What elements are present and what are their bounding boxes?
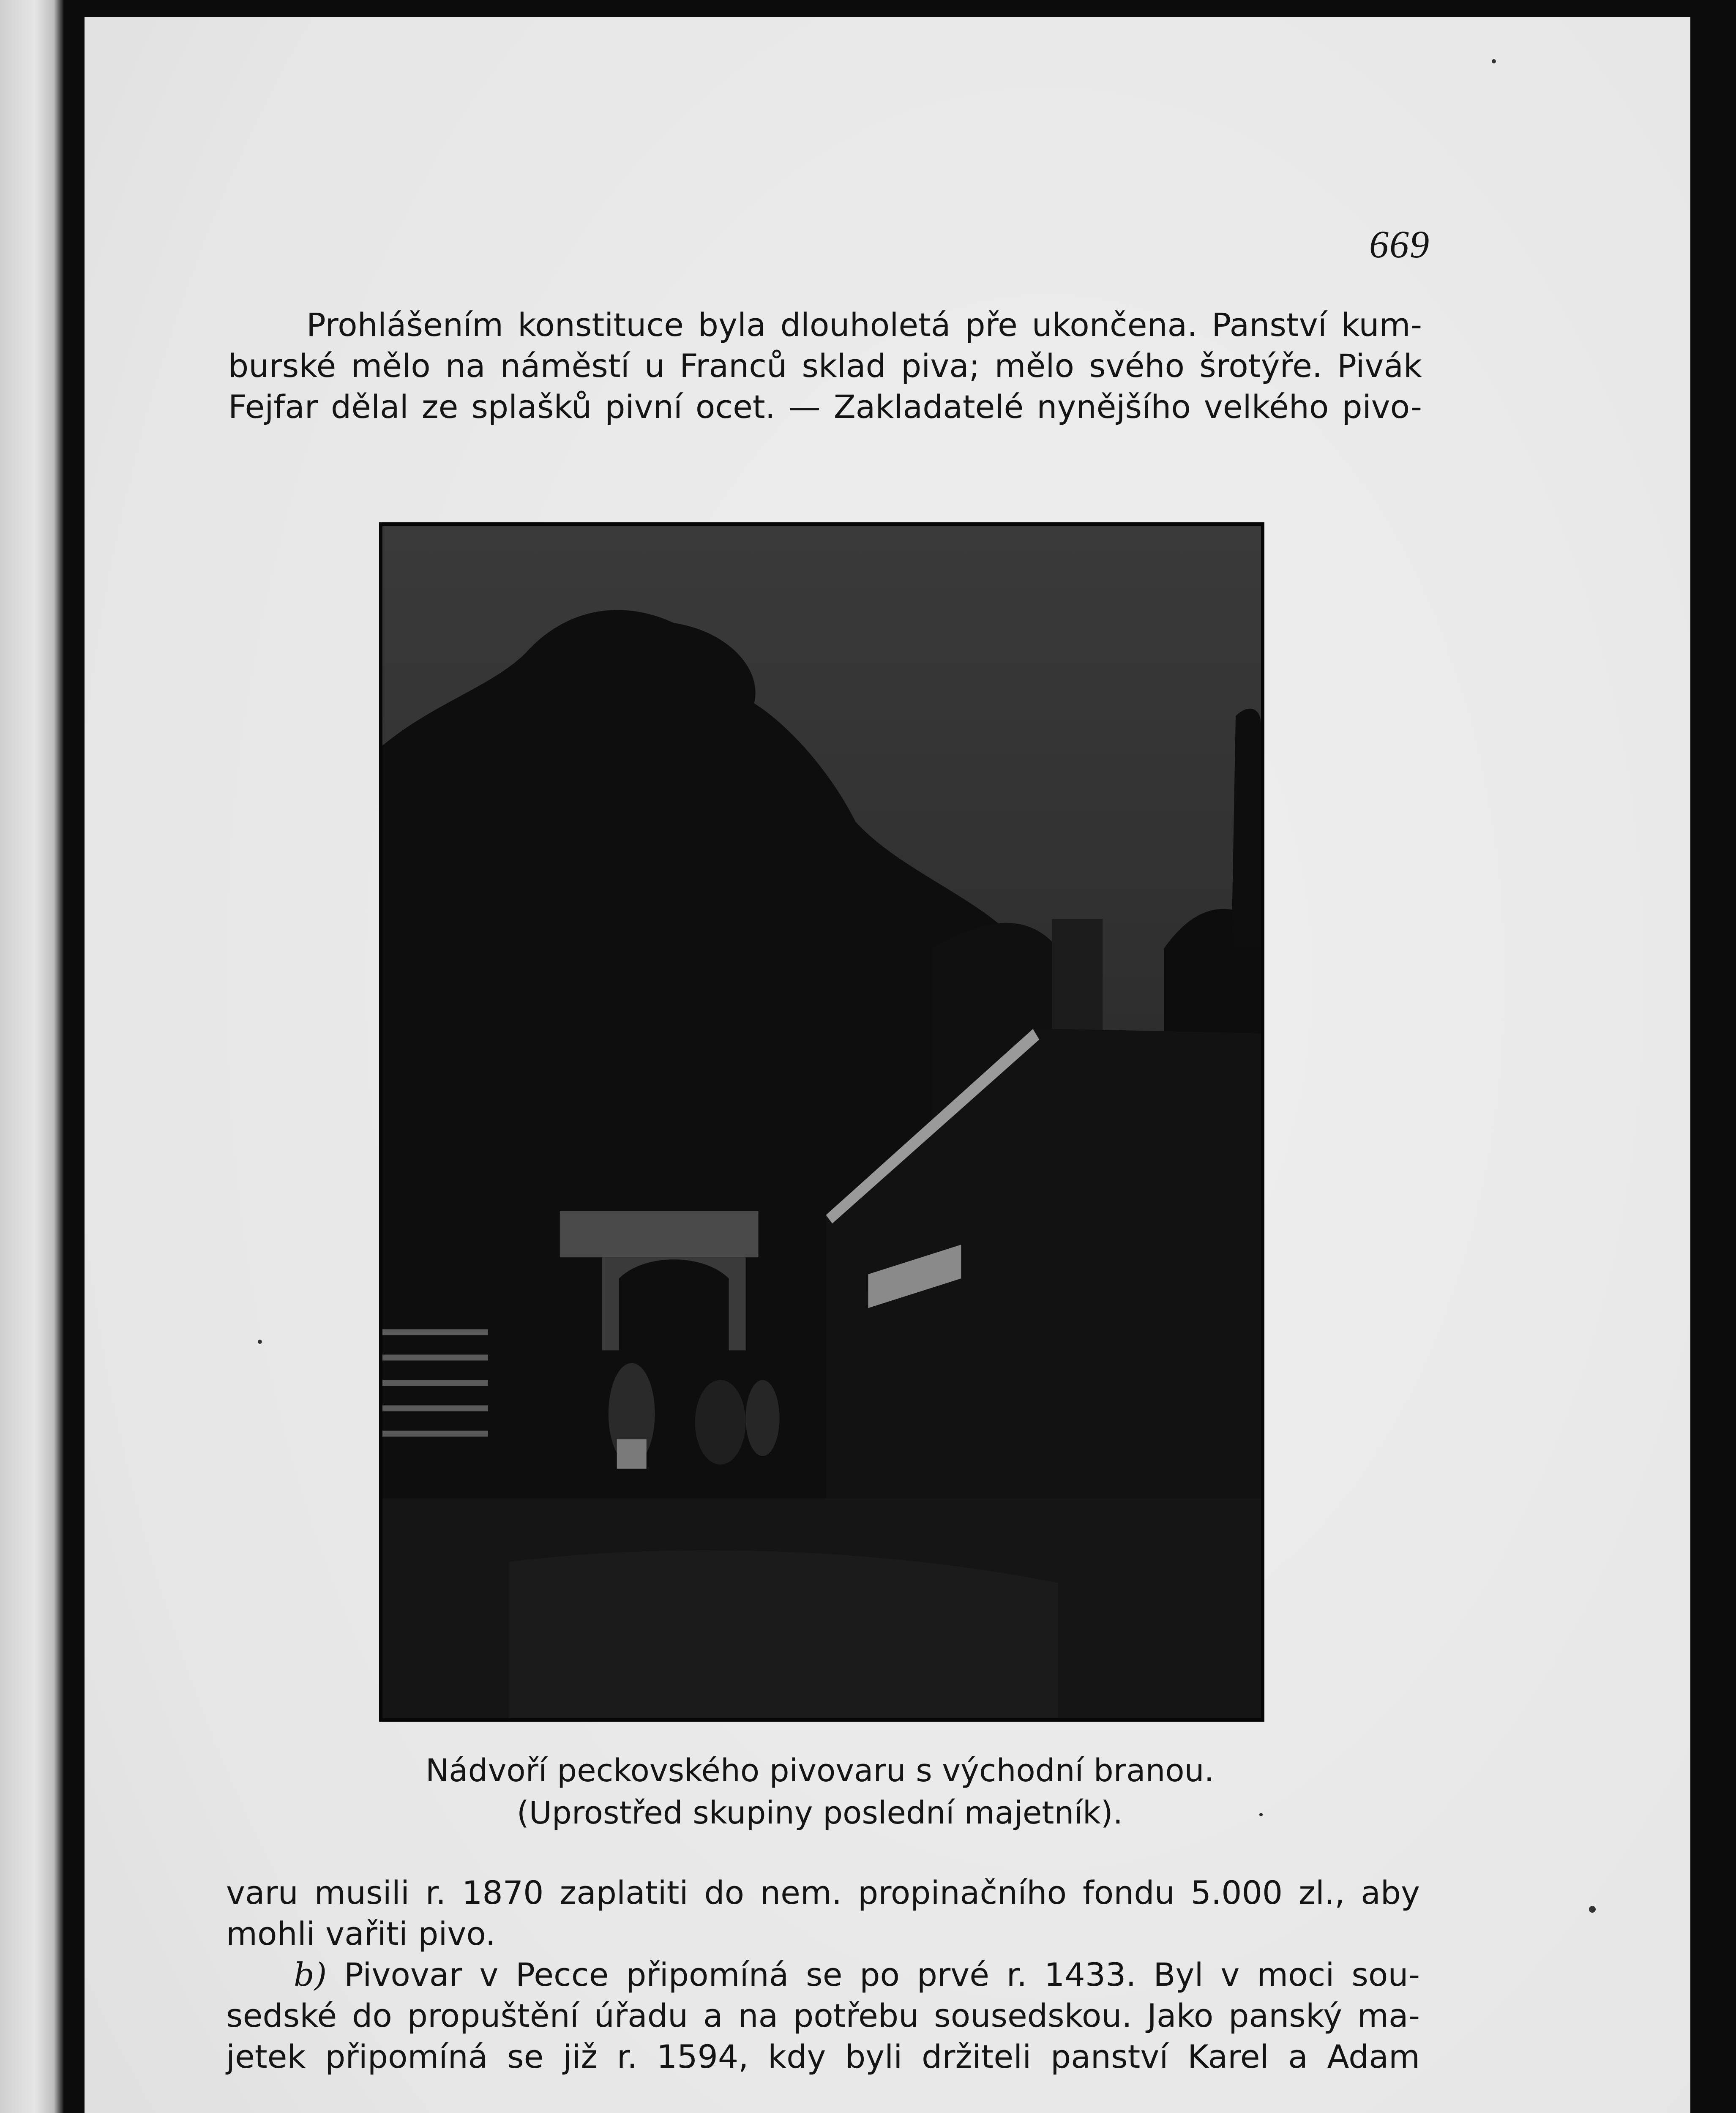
brewery-courtyard-photo [379,522,1264,1722]
photo-caption [380,1750,1259,1834]
dust-speck [1589,1906,1596,1913]
page-number: 669 [1369,223,1430,266]
text-line: mohli vařiti pivo. [226,1915,496,1952]
text-line: burské mělo na náměstí u Franců sklad piva; mělo svého šrotýře. Pivák [228,347,1422,385]
top-paragraph [228,304,1422,427]
text-line: jetek připomíná se již r. 1594, kdy byli držiteli panství Karel a Adam [226,2038,1420,2075]
caption-line: Nádvoří peckovského pivovaru s východní branou. [425,1753,1215,1789]
facing-page-edge [0,0,63,2113]
dust-speck [1492,59,1496,63]
dust-speck [258,1340,262,1344]
text-line: Fejfar dělal ze splašků pivní ocet. — Zakladatelé nynějšího velkého pivo- [228,388,1422,426]
text-fragment: Pivovar v Pecce připomíná se po prvé r. 1433. Byl v moci sou- [344,1956,1420,1993]
dust-speck [1259,1813,1263,1816]
text-line [226,1954,1420,1995]
photo-illustration [382,526,1261,1718]
caption-line: (Uprostřed skupiny poslední majetník). [516,1795,1123,1831]
text-line: sedské do propuštění úřadu a na potřebu sousedskou. Jako panský ma- [226,1997,1420,2034]
text-line: Prohlášením konstituce byla dlouholetá pře ukončena. Panství kum- [306,306,1422,344]
bottom-paragraph [226,1872,1420,2077]
list-item-marker: b) [294,1956,327,1993]
text-line: varu musili r. 1870 zaplatiti do nem. propinačního fondu 5.000 zl., aby [226,1874,1420,1911]
